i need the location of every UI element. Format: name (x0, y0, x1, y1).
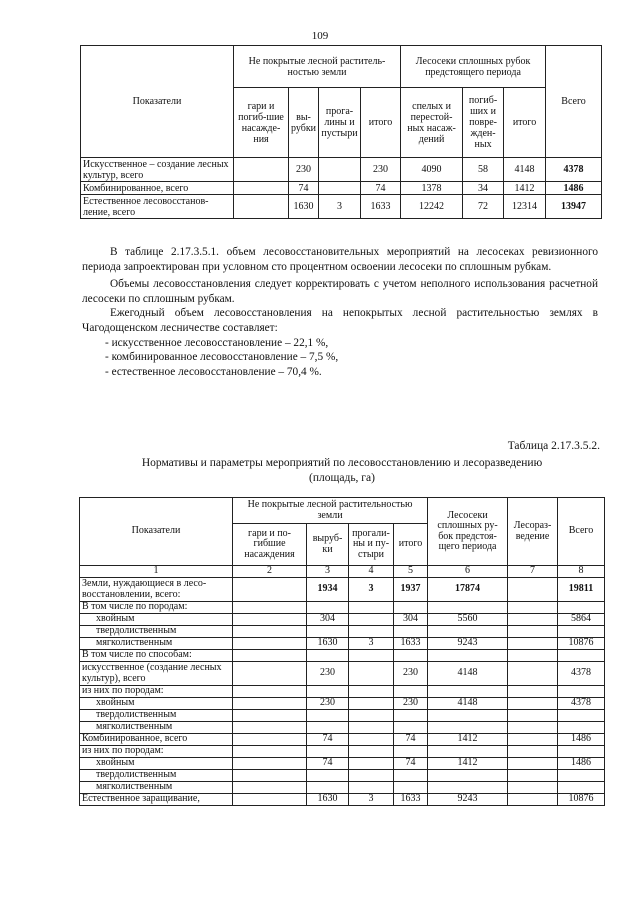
table-cell (349, 698, 394, 710)
table-row (80, 626, 605, 638)
header-indicators: Показатели (80, 498, 233, 566)
table-cell (349, 782, 394, 794)
table-row (80, 734, 605, 746)
column-number: 4 (349, 566, 394, 578)
table-cell (233, 746, 307, 758)
table2-units: (площадь, га) (309, 472, 375, 484)
table-row (80, 710, 605, 722)
table-cell: 1630 (307, 638, 349, 650)
table-cell: 4148 (428, 698, 508, 710)
row-label: из них по породам: (80, 686, 233, 698)
table-cell: 3 (349, 578, 394, 602)
table-row (80, 650, 605, 662)
list-item: - искусственное лесовосстановление – 22,1 %, (105, 336, 329, 349)
table-cell (233, 638, 307, 650)
table-cell (349, 686, 394, 698)
table-row (80, 782, 605, 794)
table-cell: 1937 (394, 578, 428, 602)
table-cell: 74 (307, 734, 349, 746)
header-clearcut-areas: Лесосеки сплошных рубок предстоящего периода (401, 46, 546, 88)
table-row (80, 698, 605, 710)
table-cell (428, 650, 508, 662)
row-label: мягколиственным (80, 722, 233, 734)
table-cell (428, 710, 508, 722)
column-number: 5 (394, 566, 428, 578)
table-cell (233, 758, 307, 770)
table-cell: 9243 (428, 638, 508, 650)
table-cell (233, 782, 307, 794)
table-cell (349, 770, 394, 782)
table-cell (349, 602, 394, 614)
table-cell (508, 698, 558, 710)
row-label: В том числе по породам: (80, 602, 233, 614)
table-cell (234, 158, 289, 182)
table-cell (233, 734, 307, 746)
table-cell (558, 722, 605, 734)
row-label: Естественное заращивание, (80, 794, 233, 806)
table-cell (508, 614, 558, 626)
table-cell (233, 770, 307, 782)
table-cell (394, 686, 428, 698)
column-number: 3 (307, 566, 349, 578)
row-label: искусственное (создание лесных культур), всего (80, 662, 233, 686)
row-label: Земли, нуждающиеся в лесо-восстановлении, всего: (80, 578, 233, 602)
row-label: хвойным (80, 698, 233, 710)
table-cell: 1486 (558, 758, 605, 770)
table-row (80, 638, 605, 650)
table-cell (349, 734, 394, 746)
row-label: из них по породам: (80, 746, 233, 758)
table-row (80, 662, 605, 686)
table-cell (234, 182, 289, 195)
table-cell (428, 746, 508, 758)
table-cell: 5560 (428, 614, 508, 626)
paragraph: Ежегодный объем лесовосстановления на непокрытых лесной растительностью землях в Чагодощенском лесничестве составляет: (82, 307, 598, 334)
header-afforestation: Лесораз-ведение (508, 498, 558, 566)
header-sub-cuttings: выруб-ки (307, 524, 349, 566)
table-cell (508, 662, 558, 686)
row-label: Комбинированное, всего (81, 182, 234, 195)
table2-label: Таблица 2.17.3.5.2. (507, 440, 600, 452)
table-cell (428, 722, 508, 734)
table-cell (508, 722, 558, 734)
table-cell: 3 (349, 638, 394, 650)
table-cell: 230 (289, 158, 319, 182)
table-cell: 1378 (401, 182, 463, 195)
table-cell: 230 (307, 698, 349, 710)
table-cell (508, 758, 558, 770)
table-cell (349, 722, 394, 734)
table-row (80, 722, 605, 734)
table-cell (508, 578, 558, 602)
table-cell: 4378 (558, 662, 605, 686)
table-cell: 3 (349, 794, 394, 806)
table-cell (233, 578, 307, 602)
table-cell: 1633 (394, 794, 428, 806)
table-cell (394, 602, 428, 614)
table-cell: 1486 (546, 182, 602, 195)
table-cell: 72 (463, 195, 504, 219)
header-sub-mature: спелых и перестой-ных насаж-дений (401, 88, 463, 158)
table-cell: 1412 (428, 758, 508, 770)
table-cell: 1412 (428, 734, 508, 746)
row-label: твердолиственным (80, 770, 233, 782)
table-row (80, 578, 605, 602)
paragraph: В таблице 2.17.3.5.1. объем лесовосстановительных мероприятий на лесосеках ревизионного периода запроектирован при условном сто процентном освоении лесосеки по сплошным рубкам. (82, 246, 598, 273)
row-label: В том числе по способам: (80, 650, 233, 662)
table-cell (558, 650, 605, 662)
table-cell: 230 (307, 662, 349, 686)
table-cell: 1630 (289, 195, 319, 219)
table-cell (349, 758, 394, 770)
row-label: Естественное лесовосстанов-ление, всего (81, 195, 234, 219)
header-sub-subtotal: итого (361, 88, 401, 158)
table-cell: 304 (307, 614, 349, 626)
table-cell: 10876 (558, 794, 605, 806)
header-sub-clearcut-total: итого (504, 88, 546, 158)
table-cell (349, 626, 394, 638)
table-cell (558, 710, 605, 722)
table-cell (349, 650, 394, 662)
table-cell (349, 614, 394, 626)
table-cell (508, 770, 558, 782)
table-cell (233, 686, 307, 698)
table-cell (394, 650, 428, 662)
table-cell (508, 746, 558, 758)
table-cell (307, 710, 349, 722)
table1-body (81, 158, 602, 219)
header-indicators: Показатели (81, 46, 234, 158)
table-cell (319, 182, 361, 195)
table-cell (233, 698, 307, 710)
header-total: Всего (558, 498, 605, 566)
table-cell (508, 710, 558, 722)
table-cell (233, 614, 307, 626)
column-number: 7 (508, 566, 558, 578)
table-cell (558, 782, 605, 794)
table-cell: 12242 (401, 195, 463, 219)
table-cell (394, 782, 428, 794)
table-cell: 10876 (558, 638, 605, 650)
table-cell: 5864 (558, 614, 605, 626)
table-cell: 74 (361, 182, 401, 195)
table-cell: 1486 (558, 734, 605, 746)
table-cell (558, 686, 605, 698)
table-cell (307, 746, 349, 758)
table-cell (394, 746, 428, 758)
table-cell (307, 782, 349, 794)
row-label: твердолиственным (80, 626, 233, 638)
header-sub-burned: гари и по-гибшие насаждения (233, 524, 307, 566)
table-cell: 74 (289, 182, 319, 195)
table-cell (307, 602, 349, 614)
table-cell (508, 782, 558, 794)
table-cell: 1633 (361, 195, 401, 219)
table2-title: Нормативы и параметры мероприятий по лесовосстановлению и лесоразведению (141, 457, 543, 469)
table-cell: 4378 (546, 158, 602, 182)
header-sub-damaged: погиб-ших и повре-жден-ных (463, 88, 504, 158)
table-cell: 12314 (504, 195, 546, 219)
table-cell (394, 722, 428, 734)
column-number: 6 (428, 566, 508, 578)
header-sub-glades: прогали-ны и пу-стыри (349, 524, 394, 566)
table-cell: 13947 (546, 195, 602, 219)
table2-body (80, 578, 605, 806)
table-row (80, 614, 605, 626)
header-sub-burned: гари и погиб-шие насажде-ния (234, 88, 289, 158)
body-text (82, 245, 598, 379)
table-cell: 230 (361, 158, 401, 182)
table-cell (394, 770, 428, 782)
table-row (80, 602, 605, 614)
table-cell (233, 794, 307, 806)
table-row (80, 758, 605, 770)
table-reforestation-norms (79, 497, 605, 806)
table-cell (233, 662, 307, 686)
table-row (80, 794, 605, 806)
column-number: 1 (80, 566, 233, 578)
table-cell (508, 650, 558, 662)
table-cell (234, 195, 289, 219)
table-reforestation-volumes (80, 45, 602, 219)
table-cell: 17874 (428, 578, 508, 602)
table-cell: 4148 (428, 662, 508, 686)
table-cell: 1934 (307, 578, 349, 602)
table-cell: 74 (394, 758, 428, 770)
header-sub-subtotal: итого (394, 524, 428, 566)
row-label: твердолиственным (80, 710, 233, 722)
table-cell (349, 710, 394, 722)
table-cell (349, 746, 394, 758)
header-uncovered-lands: Не покрытые лесной растительностью земли (233, 498, 428, 524)
page-number: 109 (311, 30, 329, 42)
table-row (80, 746, 605, 758)
table-row (81, 195, 602, 219)
row-label: Комбинированное, всего (80, 734, 233, 746)
header-sub-cuttings: вы-рубки (289, 88, 319, 158)
header-uncovered-lands: Не покрытые лесной раститель-ностью земли (234, 46, 401, 88)
table-cell (428, 686, 508, 698)
list-item: - естественное лесовосстановление – 70,4 %. (105, 365, 322, 378)
table-cell (349, 662, 394, 686)
table-cell (307, 650, 349, 662)
table-cell: 3 (319, 195, 361, 219)
table-cell: 74 (394, 734, 428, 746)
table-row (81, 182, 602, 195)
table-cell (394, 710, 428, 722)
table-cell (233, 650, 307, 662)
table-cell (428, 602, 508, 614)
table-cell: 230 (394, 662, 428, 686)
table-cell (428, 626, 508, 638)
paragraph: Объемы лесовосстановления следует корректировать с учетом неполного использования расчетной лесосеки по сплошным рубкам. (82, 278, 598, 305)
table-cell (508, 626, 558, 638)
table-cell (307, 722, 349, 734)
table-cell (428, 782, 508, 794)
row-label: мягколиственным (80, 782, 233, 794)
table-cell: 74 (307, 758, 349, 770)
table-cell: 34 (463, 182, 504, 195)
table-cell: 1412 (504, 182, 546, 195)
table-cell (508, 638, 558, 650)
table-cell (233, 710, 307, 722)
table-cell (394, 626, 428, 638)
table-cell (558, 626, 605, 638)
table-cell (508, 794, 558, 806)
list-item: - комбинированное лесовосстановление – 7,5 %, (105, 351, 339, 364)
table-cell (233, 602, 307, 614)
table-cell: 4148 (504, 158, 546, 182)
table-cell (307, 770, 349, 782)
table-cell (428, 770, 508, 782)
table-cell (233, 626, 307, 638)
table-cell (233, 722, 307, 734)
table-cell (508, 686, 558, 698)
column-number: 8 (558, 566, 605, 578)
table-cell (307, 686, 349, 698)
table-row (80, 686, 605, 698)
table-cell (307, 626, 349, 638)
table-cell (508, 734, 558, 746)
table-row (80, 770, 605, 782)
table-cell: 9243 (428, 794, 508, 806)
row-label: Искусственное – создание лесных культур, всего (81, 158, 234, 182)
table-cell: 1630 (307, 794, 349, 806)
table-cell: 304 (394, 614, 428, 626)
table-cell (319, 158, 361, 182)
table-cell (558, 770, 605, 782)
table-cell: 4378 (558, 698, 605, 710)
table-cell: 4090 (401, 158, 463, 182)
table-cell: 19811 (558, 578, 605, 602)
row-label: хвойным (80, 614, 233, 626)
row-label: хвойным (80, 758, 233, 770)
table-cell (508, 602, 558, 614)
header-clearcut-areas: Лесосеки сплошных ру-бок предстоя-щего периода (428, 498, 508, 566)
table-row (81, 158, 602, 182)
table-cell: 58 (463, 158, 504, 182)
row-label: мягколиственным (80, 638, 233, 650)
column-number: 2 (233, 566, 307, 578)
header-total: Всего (546, 46, 602, 158)
table-cell (558, 746, 605, 758)
table-cell: 230 (394, 698, 428, 710)
header-sub-glades: прога-лины и пустыри (319, 88, 361, 158)
table-cell (558, 602, 605, 614)
table-cell: 1633 (394, 638, 428, 650)
